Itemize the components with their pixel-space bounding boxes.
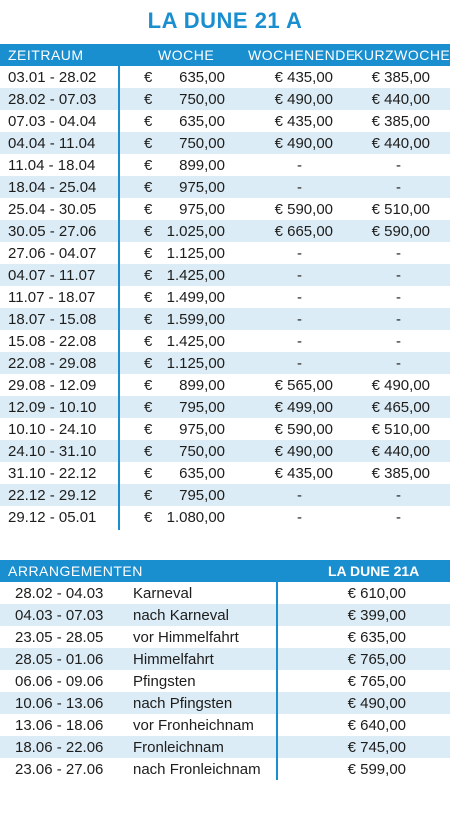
table-row bbox=[0, 626, 450, 648]
arrangements-body bbox=[0, 582, 450, 780]
table-row bbox=[0, 330, 450, 352]
table-row bbox=[0, 154, 450, 176]
short-week-price-cell: - bbox=[396, 267, 401, 284]
week-price-cell: 1.599,00 bbox=[166, 311, 225, 328]
arrangement-name-cell: vor Himmelfahrt bbox=[133, 629, 239, 646]
table-row bbox=[0, 692, 450, 714]
arrangement-name-cell: Fronleichnam bbox=[133, 739, 224, 756]
arrangement-name-cell: nach Pfingsten bbox=[133, 695, 233, 712]
table-row bbox=[0, 220, 450, 242]
table-row bbox=[0, 418, 450, 440]
period-cell: 11.07 - 18.07 bbox=[8, 289, 96, 306]
arrangement-price-cell: € 765,00 bbox=[347, 673, 406, 690]
week-price-cell: 795,00 bbox=[179, 487, 225, 504]
period-cell: 18.04 - 25.04 bbox=[8, 179, 97, 196]
currency-symbol: € bbox=[144, 157, 153, 174]
table-row bbox=[0, 374, 450, 396]
week-price-cell: 750,00 bbox=[179, 443, 225, 460]
header-arrangements: ARRANGEMENTEN bbox=[8, 563, 143, 579]
period-cell: 22.12 - 29.12 bbox=[8, 487, 97, 504]
table-row bbox=[0, 484, 450, 506]
short-week-price-cell: € 440,00 bbox=[371, 91, 430, 108]
table-row bbox=[0, 308, 450, 330]
arrangement-name-cell: nach Karneval bbox=[133, 607, 229, 624]
short-week-price-cell: € 385,00 bbox=[371, 113, 430, 130]
short-week-price-cell: € 385,00 bbox=[371, 465, 430, 482]
arrangement-name-cell: Pfingsten bbox=[133, 673, 196, 690]
period-cell: 22.08 - 29.08 bbox=[8, 355, 97, 372]
currency-symbol: € bbox=[144, 399, 153, 416]
currency-symbol: € bbox=[144, 179, 153, 196]
period-cell: 29.08 - 12.09 bbox=[8, 377, 97, 394]
price-table-body bbox=[0, 66, 450, 528]
currency-symbol: € bbox=[144, 135, 153, 152]
period-cell: 10.10 - 24.10 bbox=[8, 421, 97, 438]
table-row bbox=[0, 604, 450, 626]
currency-symbol: € bbox=[144, 509, 153, 526]
table-row bbox=[0, 506, 450, 528]
weekend-price-cell: € 490,00 bbox=[274, 135, 333, 152]
period-cell: 18.06 - 22.06 bbox=[15, 739, 104, 756]
table-row bbox=[0, 264, 450, 286]
weekend-price-cell: € 590,00 bbox=[274, 201, 333, 218]
column-divider bbox=[276, 582, 278, 780]
period-cell: 13.06 - 18.06 bbox=[15, 717, 104, 734]
short-week-price-cell: - bbox=[396, 179, 401, 196]
table-row bbox=[0, 736, 450, 758]
currency-symbol: € bbox=[144, 91, 153, 108]
currency-symbol: € bbox=[144, 355, 153, 372]
short-week-price-cell: € 440,00 bbox=[371, 443, 430, 460]
currency-symbol: € bbox=[144, 201, 153, 218]
currency-symbol: € bbox=[144, 333, 153, 350]
arrangement-name-cell: Himmelfahrt bbox=[133, 651, 214, 668]
period-cell: 28.02 - 04.03 bbox=[15, 585, 104, 602]
header-period: ZEITRAUM bbox=[8, 47, 84, 63]
short-week-price-cell: € 490,00 bbox=[371, 377, 430, 394]
currency-symbol: € bbox=[144, 245, 153, 262]
column-divider bbox=[118, 66, 120, 530]
table-row bbox=[0, 198, 450, 220]
period-cell: 24.10 - 31.10 bbox=[8, 443, 97, 460]
week-price-cell: 635,00 bbox=[179, 113, 225, 130]
table-row bbox=[0, 670, 450, 692]
table-row bbox=[0, 66, 450, 88]
period-cell: 30.05 - 27.06 bbox=[8, 223, 97, 240]
weekend-price-cell: € 590,00 bbox=[274, 421, 333, 438]
period-cell: 29.12 - 05.01 bbox=[8, 509, 97, 526]
arrangement-price-cell: € 610,00 bbox=[347, 585, 406, 602]
short-week-price-cell: - bbox=[396, 487, 401, 504]
arrangement-price-cell: € 599,00 bbox=[347, 761, 406, 778]
short-week-price-cell: - bbox=[396, 311, 401, 328]
short-week-price-cell: - bbox=[396, 157, 401, 174]
week-price-cell: 750,00 bbox=[179, 91, 225, 108]
week-price-cell: 1.499,00 bbox=[166, 289, 225, 306]
period-cell: 18.07 - 15.08 bbox=[8, 311, 97, 328]
period-cell: 04.03 - 07.03 bbox=[15, 607, 104, 624]
header-short-week: KURZWOCHE bbox=[354, 47, 450, 63]
weekend-price-cell: € 499,00 bbox=[274, 399, 333, 416]
arrangement-price-cell: € 640,00 bbox=[347, 717, 406, 734]
short-week-price-cell: € 440,00 bbox=[371, 135, 430, 152]
page-title: LA DUNE 21 A bbox=[147, 8, 303, 33]
period-cell: 27.06 - 04.07 bbox=[8, 245, 97, 262]
period-cell: 04.04 - 11.04 bbox=[8, 135, 96, 152]
week-price-cell: 975,00 bbox=[179, 421, 225, 438]
currency-symbol: € bbox=[144, 113, 153, 130]
arrangement-price-cell: € 745,00 bbox=[347, 739, 406, 756]
week-price-cell: 635,00 bbox=[179, 465, 225, 482]
weekend-price-cell: - bbox=[297, 179, 302, 196]
period-cell: 10.06 - 13.06 bbox=[15, 695, 104, 712]
currency-symbol: € bbox=[144, 267, 153, 284]
weekend-price-cell: - bbox=[297, 245, 302, 262]
weekend-price-cell: € 490,00 bbox=[274, 443, 333, 460]
arrangement-name-cell: Karneval bbox=[133, 585, 193, 602]
period-cell: 07.03 - 04.04 bbox=[8, 113, 97, 130]
period-cell: 15.08 - 22.08 bbox=[8, 333, 97, 350]
week-price-cell: 635,00 bbox=[179, 69, 225, 86]
arrangement-name-cell: nach Fronleichnam bbox=[133, 761, 261, 778]
short-week-price-cell: - bbox=[396, 355, 401, 372]
weekend-price-cell: - bbox=[297, 487, 302, 504]
weekend-price-cell: € 490,00 bbox=[274, 91, 333, 108]
table-row bbox=[0, 286, 450, 308]
currency-symbol: € bbox=[144, 289, 153, 306]
weekend-price-cell: € 665,00 bbox=[274, 223, 333, 240]
weekend-price-cell: - bbox=[297, 311, 302, 328]
short-week-price-cell: € 510,00 bbox=[371, 201, 430, 218]
header-week: WOCHE bbox=[158, 47, 215, 63]
period-cell: 06.06 - 09.06 bbox=[15, 673, 104, 690]
table-row bbox=[0, 176, 450, 198]
price-table-header bbox=[0, 44, 450, 66]
arrangement-price-cell: € 765,00 bbox=[347, 651, 406, 668]
week-price-cell: 1.125,00 bbox=[166, 355, 225, 372]
currency-symbol: € bbox=[144, 443, 153, 460]
weekend-price-cell: € 435,00 bbox=[274, 465, 333, 482]
period-cell: 11.04 - 18.04 bbox=[8, 157, 96, 174]
table-row bbox=[0, 242, 450, 264]
table-row bbox=[0, 110, 450, 132]
arrangement-price-cell: € 399,00 bbox=[347, 607, 406, 624]
header-house: LA DUNE 21A bbox=[328, 563, 420, 579]
week-price-cell: 795,00 bbox=[179, 399, 225, 416]
currency-symbol: € bbox=[144, 223, 153, 240]
week-price-cell: 1.125,00 bbox=[166, 245, 225, 262]
period-cell: 28.02 - 07.03 bbox=[8, 91, 97, 108]
currency-symbol: € bbox=[144, 421, 153, 438]
period-cell: 12.09 - 10.10 bbox=[8, 399, 97, 416]
period-cell: 23.06 - 27.06 bbox=[15, 761, 104, 778]
table-row bbox=[0, 440, 450, 462]
week-price-cell: 899,00 bbox=[179, 157, 225, 174]
table-row bbox=[0, 88, 450, 110]
table-row bbox=[0, 132, 450, 154]
currency-symbol: € bbox=[144, 377, 153, 394]
table-row bbox=[0, 396, 450, 418]
week-price-cell: 1.425,00 bbox=[166, 333, 225, 350]
weekend-price-cell: € 565,00 bbox=[274, 377, 333, 394]
currency-symbol: € bbox=[144, 311, 153, 328]
weekend-price-cell: - bbox=[297, 355, 302, 372]
period-cell: 23.05 - 28.05 bbox=[15, 629, 104, 646]
week-price-cell: 1.025,00 bbox=[166, 223, 225, 240]
week-price-cell: 750,00 bbox=[179, 135, 225, 152]
short-week-price-cell: € 590,00 bbox=[371, 223, 430, 240]
week-price-cell: 899,00 bbox=[179, 377, 225, 394]
arrangement-price-cell: € 490,00 bbox=[347, 695, 406, 712]
table-row bbox=[0, 352, 450, 374]
period-cell: 04.07 - 11.07 bbox=[8, 267, 96, 284]
weekend-price-cell: € 435,00 bbox=[274, 113, 333, 130]
arrangement-name-cell: vor Fronheichnam bbox=[133, 717, 254, 734]
period-cell: 03.01 - 28.02 bbox=[8, 69, 97, 86]
week-price-cell: 1.080,00 bbox=[166, 509, 225, 526]
table-row bbox=[0, 714, 450, 736]
week-price-cell: 975,00 bbox=[179, 201, 225, 218]
short-week-price-cell: € 510,00 bbox=[371, 421, 430, 438]
weekend-price-cell: - bbox=[297, 267, 302, 284]
short-week-price-cell: - bbox=[396, 333, 401, 350]
arrangements-header bbox=[0, 560, 450, 582]
short-week-price-cell: € 465,00 bbox=[371, 399, 430, 416]
table-row bbox=[0, 758, 450, 780]
weekend-price-cell: - bbox=[297, 157, 302, 174]
period-cell: 25.04 - 30.05 bbox=[8, 201, 97, 218]
currency-symbol: € bbox=[144, 69, 153, 86]
table-row bbox=[0, 462, 450, 484]
period-cell: 28.05 - 01.06 bbox=[15, 651, 104, 668]
period-cell: 31.10 - 22.12 bbox=[8, 465, 97, 482]
table-row bbox=[0, 648, 450, 670]
weekend-price-cell: - bbox=[297, 289, 302, 306]
currency-symbol: € bbox=[144, 465, 153, 482]
arrangement-price-cell: € 635,00 bbox=[347, 629, 406, 646]
weekend-price-cell: € 435,00 bbox=[274, 69, 333, 86]
currency-symbol: € bbox=[144, 487, 153, 504]
header-weekend: WOCHENENDE bbox=[248, 47, 356, 63]
short-week-price-cell: - bbox=[396, 509, 401, 526]
week-price-cell: 1.425,00 bbox=[166, 267, 225, 284]
weekend-price-cell: - bbox=[297, 509, 302, 526]
week-price-cell: 975,00 bbox=[179, 179, 225, 196]
short-week-price-cell: € 385,00 bbox=[371, 69, 430, 86]
short-week-price-cell: - bbox=[396, 289, 401, 306]
short-week-price-cell: - bbox=[396, 245, 401, 262]
weekend-price-cell: - bbox=[297, 333, 302, 350]
table-row bbox=[0, 582, 450, 604]
